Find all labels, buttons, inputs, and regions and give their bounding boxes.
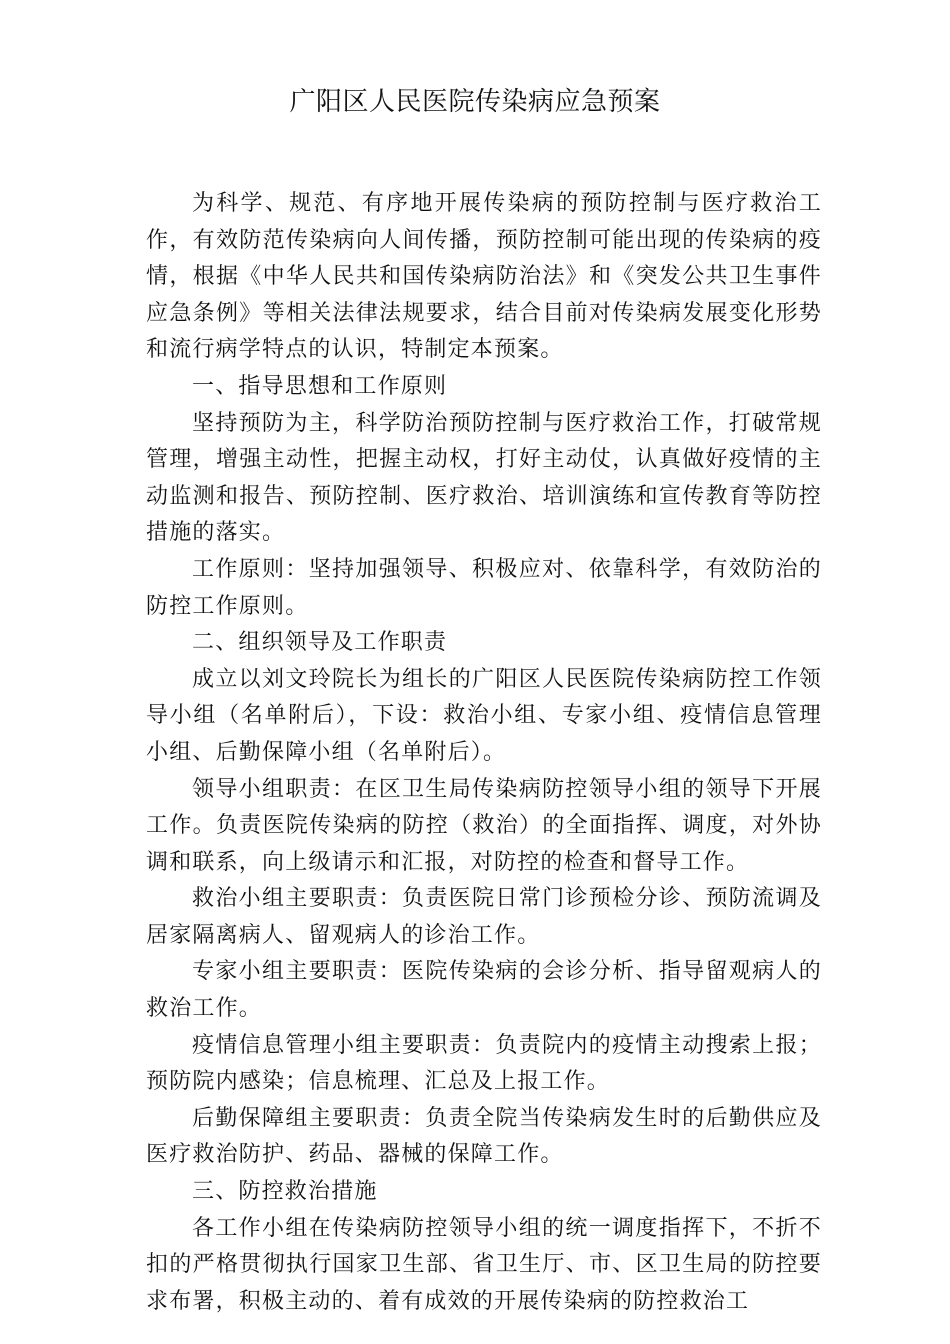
paragraph-treatment-duties: 救治小组主要职责：负责医院日常门诊预检分诊、预防流调及居家隔离病人、留观病人的诊治工作。 [146,886,822,948]
paragraph-information-duties: 疫情信息管理小组主要职责：负责院内的疫情主动搜索上报；预防院内感染；信息梳理、汇总及上报工作。 [146,1032,822,1095]
paragraph-leadership-group: 成立以刘文玲院长为组长的广阳区人民医院传染病防控工作领导小组（名单附后），下设：救治小组、专家小组、疫情信息管理小组、后勤保障小组（名单附后）。 [146,666,822,765]
paragraph-expert-duties: 专家小组主要职责：医院传染病的会诊分析、指导留观病人的救治工作。 [146,959,822,1022]
paragraph-work-principle: 工作原则：坚持加强领导、积极应对、依靠科学，有效防治的防控工作原则。 [146,556,822,619]
paragraph-measures: 各工作小组在传染病防控领导小组的统一调度指挥下，不折不扣的严格贯彻执行国家卫生部、省卫生厅、市、区卫生局的防控要求布署，积极主动的、着有成效的开展传染病的防控救治工 [146,1215,822,1314]
document-title: 广阳区人民医院传染病应急预案 [289,87,661,117]
section-heading-2: 二、组织领导及工作职责 [192,630,448,656]
paragraph-intro: 为科学、规范、有序地开展传染病的预防控制与医疗救治工作，有效防范传染病向人间传播，预防控制可能出现的传染病的疫情，根据《中华人民共和国传染病防治法》和《突发公共卫生事件应急条例》等相关法律法规要求，结合目前对传染病发展变化形势和流行病学特点的认识，特制定本预案。 [146,191,822,363]
paragraph-guiding-principle: 坚持预防为主，科学防治预防控制与医疗救治工作，打破常规管理，增强主动性，把握主动权，打好主动仗，认真做好疫情的主动监测和报告、预防控制、医疗救治、培训演练和宣传教育等防控措施的落实。 [146,410,822,546]
section-heading-3: 三、防控救治措施 [192,1179,378,1205]
paragraph-logistics-duties: 后勤保障组主要职责：负责全院当传染病发生时的后勤供应及医疗救治防护、药品、器械的保障工作。 [146,1105,822,1168]
paragraph-leadership-duties: 领导小组职责：在区卫生局传染病防控领导小组的领导下开展工作。负责医院传染病的防控（救治）的全面指挥、调度，对外协调和联系，向上级请示和汇报，对防控的检查和督导工作。 [146,776,822,875]
section-heading-1: 一、指导思想和工作原则 [192,373,448,399]
document-body [146,186,822,1320]
